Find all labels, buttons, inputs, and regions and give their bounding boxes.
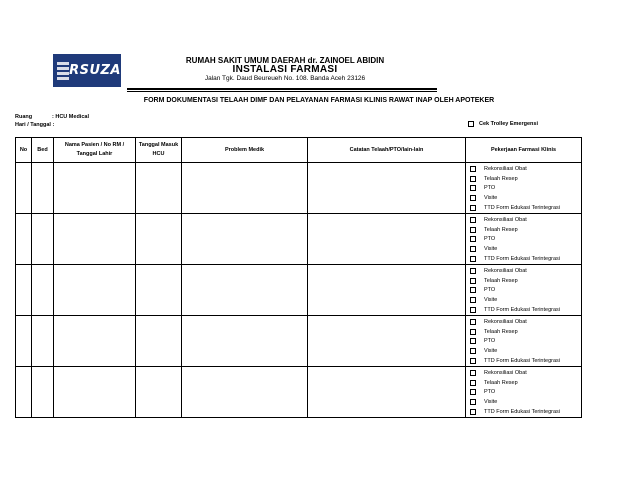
cell-nama[interactable] <box>54 264 136 315</box>
checklist-label: Telaah Resep <box>484 175 518 182</box>
table-row <box>16 213 582 264</box>
checklist-label: Telaah Resep <box>484 277 518 284</box>
cell-bed[interactable] <box>32 264 54 315</box>
checklist-item[interactable] <box>466 174 581 184</box>
documentation-table <box>15 137 582 418</box>
checklist-item[interactable] <box>466 317 581 327</box>
cell-pekerjaan <box>466 366 582 417</box>
checklist-item[interactable] <box>466 193 581 203</box>
cell-nama[interactable] <box>54 163 136 214</box>
cell-bed[interactable] <box>32 366 54 417</box>
logo-text: RSUZA <box>69 63 121 78</box>
hospital-logo <box>53 54 121 87</box>
checkbox[interactable] <box>470 176 476 182</box>
checkbox[interactable] <box>470 319 476 325</box>
col-header-problem: Problem Medik <box>182 138 308 163</box>
pekerjaan-checklist <box>466 214 581 264</box>
checklist-label: TTD Form Edukasi Terintegrasi <box>484 256 561 263</box>
checklist-item[interactable] <box>466 244 581 254</box>
checkbox[interactable] <box>470 399 476 405</box>
hari-tanggal-field[interactable] <box>15 122 54 128</box>
checkbox[interactable] <box>470 370 476 376</box>
checklist-item[interactable] <box>466 184 581 194</box>
cell-catatan[interactable] <box>308 163 466 214</box>
checkbox[interactable] <box>470 380 476 386</box>
checklist-item[interactable] <box>466 254 581 264</box>
checkbox[interactable] <box>470 409 476 415</box>
cell-no[interactable] <box>16 213 32 264</box>
checkbox[interactable] <box>470 205 476 211</box>
ruang-field <box>15 114 89 120</box>
header-rule-thin <box>127 91 437 92</box>
checklist-item[interactable] <box>466 203 581 213</box>
checklist-label: PTO <box>484 287 496 294</box>
department-name: INSTALASI FARMASI <box>232 64 338 75</box>
hari-tanggal-label: Hari / Tanggal : <box>15 122 55 128</box>
cell-catatan[interactable] <box>308 213 466 264</box>
cell-catatan[interactable] <box>308 264 466 315</box>
ruang-value: : HCU Medical <box>52 114 89 120</box>
pekerjaan-checklist <box>466 316 581 366</box>
checkbox[interactable] <box>470 268 476 274</box>
checkbox[interactable] <box>470 256 476 262</box>
checklist-item[interactable] <box>466 368 581 378</box>
checklist-label: TTD Form Edukasi Terintegrasi <box>484 307 561 314</box>
table-row <box>16 163 582 214</box>
checkbox[interactable] <box>470 185 476 191</box>
cell-problem[interactable] <box>182 366 308 417</box>
col-header-no: No <box>16 138 32 163</box>
checklist-label: Visite <box>484 399 498 406</box>
checklist-label: TTD Form Edukasi Terintegrasi <box>484 358 561 365</box>
checklist-item[interactable] <box>466 346 581 356</box>
cell-problem[interactable] <box>182 163 308 214</box>
table-row <box>16 366 582 417</box>
checkbox[interactable] <box>470 217 476 223</box>
checklist-item[interactable] <box>466 286 581 296</box>
checklist-label: Rekonsiliasi Obat <box>484 216 527 223</box>
checkbox[interactable] <box>470 287 476 293</box>
cell-tanggal[interactable] <box>136 213 182 264</box>
cell-bed[interactable] <box>32 213 54 264</box>
checklist-label: Rekonsiliasi Obat <box>484 369 527 376</box>
checklist-label: Visite <box>484 195 498 202</box>
checklist-label: Visite <box>484 246 498 253</box>
checkbox[interactable] <box>470 329 476 335</box>
cell-catatan[interactable] <box>308 366 466 417</box>
checklist-label: Visite <box>484 297 498 304</box>
checklist-label: PTO <box>484 338 496 345</box>
checklist-label: TTD Form Edukasi Terintegrasi <box>484 409 561 416</box>
checklist-item[interactable] <box>466 378 581 388</box>
checklist-item[interactable] <box>466 225 581 235</box>
cell-tanggal[interactable] <box>136 163 182 214</box>
form-title: FORM DOKUMENTASI TELAAH DIMF DAN PELAYANAN FARMASI KLINIS RAWAT INAP OLEH APOTEKER <box>143 97 495 104</box>
checklist-label: Visite <box>484 348 498 355</box>
checklist-item[interactable] <box>466 337 581 347</box>
checkbox[interactable] <box>470 278 476 284</box>
header-rule-thick <box>127 88 437 90</box>
cell-no[interactable] <box>16 315 32 366</box>
checklist-item[interactable] <box>466 266 581 276</box>
checklist-item[interactable] <box>466 235 581 245</box>
checkbox[interactable] <box>470 348 476 354</box>
checklist-label: TTD Form Edukasi Terintegrasi <box>484 205 561 212</box>
cell-no[interactable] <box>16 366 32 417</box>
checklist-item[interactable] <box>466 327 581 337</box>
checklist-label: Telaah Resep <box>484 328 518 335</box>
checkbox[interactable] <box>470 358 476 364</box>
checkbox[interactable] <box>470 389 476 395</box>
checklist-label: Rekonsiliasi Obat <box>484 267 527 274</box>
checklist-item[interactable] <box>466 295 581 305</box>
checkbox[interactable] <box>470 307 476 313</box>
cell-nama[interactable] <box>54 366 136 417</box>
cell-catatan[interactable] <box>308 315 466 366</box>
col-header-tanggal: Tanggal Masuk HCU <box>136 138 182 163</box>
cell-problem[interactable] <box>182 213 308 264</box>
pekerjaan-checklist <box>466 163 581 213</box>
table-row <box>16 264 582 315</box>
checklist-label: Rekonsiliasi Obat <box>484 165 527 172</box>
cell-pekerjaan <box>466 264 582 315</box>
col-header-nama: Nama Pasien / No RM / Tanggal Lahir <box>54 138 136 163</box>
checklist-label: Telaah Resep <box>484 226 518 233</box>
checklist-label: Telaah Resep <box>484 379 518 386</box>
trolley-label: Cek Trolley Emergensi <box>479 121 538 127</box>
checklist-label: PTO <box>484 236 496 243</box>
cell-bed[interactable] <box>32 315 54 366</box>
checklist-item[interactable] <box>466 276 581 286</box>
checklist-item[interactable] <box>466 215 581 225</box>
checkbox[interactable] <box>470 166 476 172</box>
col-header-pekerjaan: Pekerjaan Farmasi Klinis <box>466 138 582 163</box>
pekerjaan-checklist <box>466 265 581 315</box>
checklist-item[interactable] <box>466 305 581 315</box>
checklist-label: PTO <box>484 389 496 396</box>
cell-pekerjaan <box>466 315 582 366</box>
checklist-label: Rekonsiliasi Obat <box>484 318 527 325</box>
checklist-item[interactable] <box>466 388 581 398</box>
cell-nama[interactable] <box>54 315 136 366</box>
checkbox[interactable] <box>470 195 476 201</box>
checklist-item[interactable] <box>466 356 581 366</box>
checkbox[interactable] <box>470 338 476 344</box>
ruang-label: Ruang <box>15 114 33 120</box>
cell-pekerjaan <box>466 163 582 214</box>
checkbox[interactable] <box>470 227 476 233</box>
checklist-item[interactable] <box>466 407 581 417</box>
checkbox[interactable] <box>470 297 476 303</box>
cell-tanggal[interactable] <box>136 264 182 315</box>
checklist-item[interactable] <box>466 164 581 174</box>
trolley-check[interactable] <box>468 121 538 127</box>
cell-tanggal[interactable] <box>136 315 182 366</box>
pekerjaan-checklist <box>466 367 581 417</box>
col-header-bed: Bed <box>32 138 54 163</box>
cell-tanggal[interactable] <box>136 366 182 417</box>
col-header-catatan: Catatan Telaah/PTO/lain-lain <box>308 138 466 163</box>
hospital-name: RUMAH SAKIT UMUM DAERAH dr. ZAINOEL ABIDIN <box>185 56 385 65</box>
checkbox[interactable] <box>470 246 476 252</box>
table-row <box>16 315 582 366</box>
cell-nama[interactable] <box>54 213 136 264</box>
trolley-checkbox[interactable] <box>468 121 474 127</box>
cell-problem[interactable] <box>182 264 308 315</box>
cell-no[interactable] <box>16 264 32 315</box>
hospital-address: Jalan Tgk. Daud Beureueh No. 108. Banda Aceh 23126 <box>204 75 366 82</box>
logo-emblem-icon <box>57 60 66 82</box>
cell-problem[interactable] <box>182 315 308 366</box>
cell-no[interactable] <box>16 163 32 214</box>
cell-bed[interactable] <box>32 163 54 214</box>
checklist-label: PTO <box>484 185 496 192</box>
checklist-item[interactable] <box>466 397 581 407</box>
table-header-row <box>16 138 582 163</box>
cell-pekerjaan <box>466 213 582 264</box>
checkbox[interactable] <box>470 236 476 242</box>
